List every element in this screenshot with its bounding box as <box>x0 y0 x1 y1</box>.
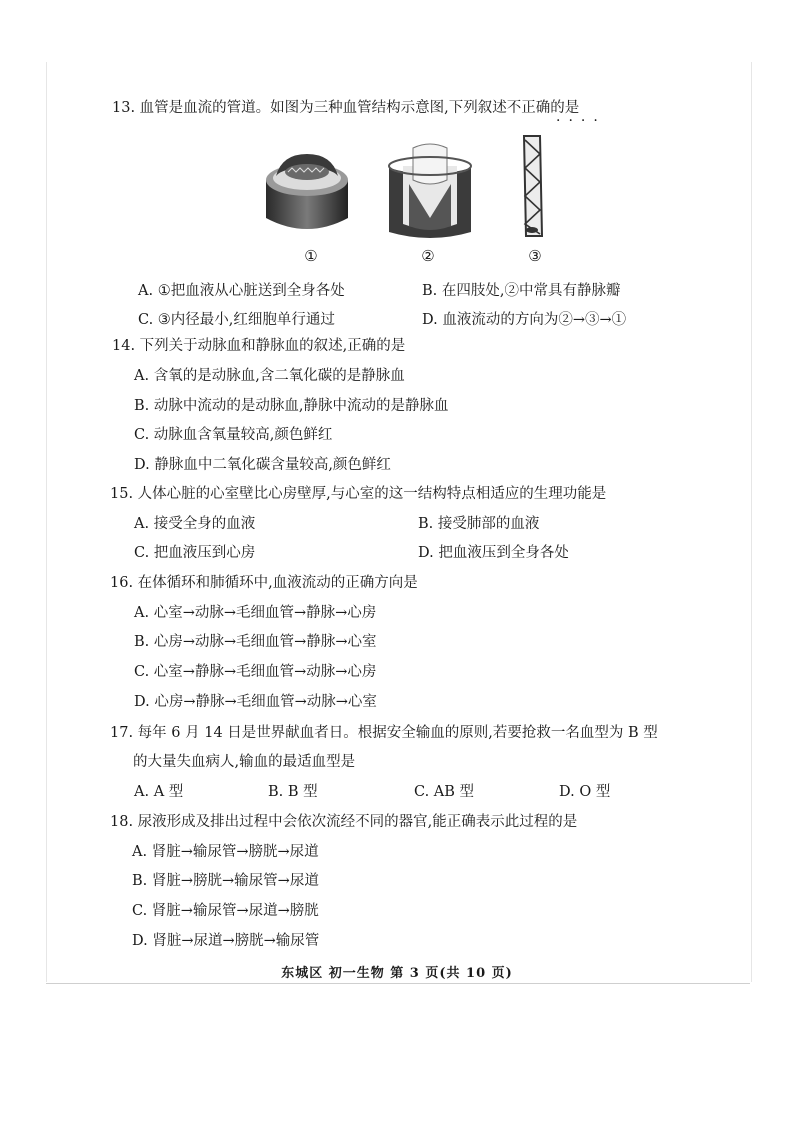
footer-rule <box>46 983 750 984</box>
q14-option-b: B. 动脉中流动的是动脉血,静脉中流动的是静脉血 <box>134 398 449 414</box>
q16-option-a: A. 心室→动脉→毛细血管→静脉→心房 <box>134 605 377 621</box>
question-16-stem: 16. 在体循环和肺循环中,血液流动的正确方向是 <box>110 575 418 591</box>
q15-option-a: A. 接受全身的血液 <box>134 516 256 532</box>
q18-option-b: B. 肾脏→膀胱→输尿管→尿道 <box>132 873 319 889</box>
q15-option-b: B. 接受肺部的血液 <box>418 516 540 532</box>
artery-figure <box>262 148 352 238</box>
q18-option-a: A. 肾脏→输尿管→膀胱→尿道 <box>132 844 319 860</box>
q13-option-d: D. 血液流动的方向为②→③→① <box>422 312 627 328</box>
q18-option-c: C. 肾脏→输尿管→尿道→膀胱 <box>132 903 319 919</box>
capillary-figure <box>518 130 548 242</box>
q13-option-c: C. ③内径最小,红细胞单行通过 <box>138 312 335 328</box>
question-13-stem: 13. 血管是血流的管道。如图为三种血管结构示意图,下列叙述不正确的是 <box>112 100 580 116</box>
figure-label-2: ② <box>421 247 435 265</box>
page-footer: 东城区 初一生物 第 3 页(共 10 页) <box>281 966 513 981</box>
q13-option-b: B. 在四肢处,②中常具有静脉瓣 <box>422 283 621 299</box>
q18-option-d: D. 肾脏→尿道→膀胱→输尿管 <box>132 933 320 949</box>
question-18-stem: 18. 尿液形成及排出过程中会依次流经不同的器官,能正确表示此过程的是 <box>110 814 578 830</box>
emphasis-dots: ···· <box>556 113 606 129</box>
q15-option-c: C. 把血液压到心房 <box>134 545 256 561</box>
figure-label-3: ③ <box>528 247 542 265</box>
vein-figure <box>385 140 475 242</box>
q17-option-a: A. A 型 <box>134 784 184 800</box>
question-15-stem: 15. 人体心脏的心室壁比心房壁厚,与心室的这一结构特点相适应的生理功能是 <box>110 486 607 502</box>
q15-option-d: D. 把血液压到全身各处 <box>418 545 569 561</box>
q16-option-d: D. 心房→静脉→毛细血管→动脉→心室 <box>134 694 377 710</box>
q17-option-d: D. O 型 <box>559 784 611 800</box>
question-17-stem-line-1: 17. 每年 6 月 14 日是世界献血者日。根据安全输血的原则,若要抢救一名血型为 B 型 <box>110 725 658 741</box>
q17-option-c: C. AB 型 <box>414 784 475 800</box>
q14-option-c: C. 动脉血含氧量较高,颜色鲜红 <box>134 427 333 443</box>
q14-option-a: A. 含氧的是动脉血,含二氧化碳的是静脉血 <box>134 368 405 384</box>
q13-option-a: A. ①把血液从心脏送到全身各处 <box>138 283 345 299</box>
q17-option-b: B. B 型 <box>268 784 318 800</box>
q16-option-c: C. 心室→静脉→毛细血管→动脉→心房 <box>134 664 377 680</box>
question-17-stem-line-2: 的大量失血病人,输血的最适血型是 <box>133 754 356 770</box>
question-14-stem: 14. 下列关于动脉血和静脉血的叙述,正确的是 <box>112 338 406 354</box>
q16-option-b: B. 心房→动脉→毛细血管→静脉→心室 <box>134 634 377 650</box>
figure-label-1: ① <box>304 247 318 265</box>
q14-option-d: D. 静脉血中二氧化碳含量较高,颜色鲜红 <box>134 457 391 473</box>
